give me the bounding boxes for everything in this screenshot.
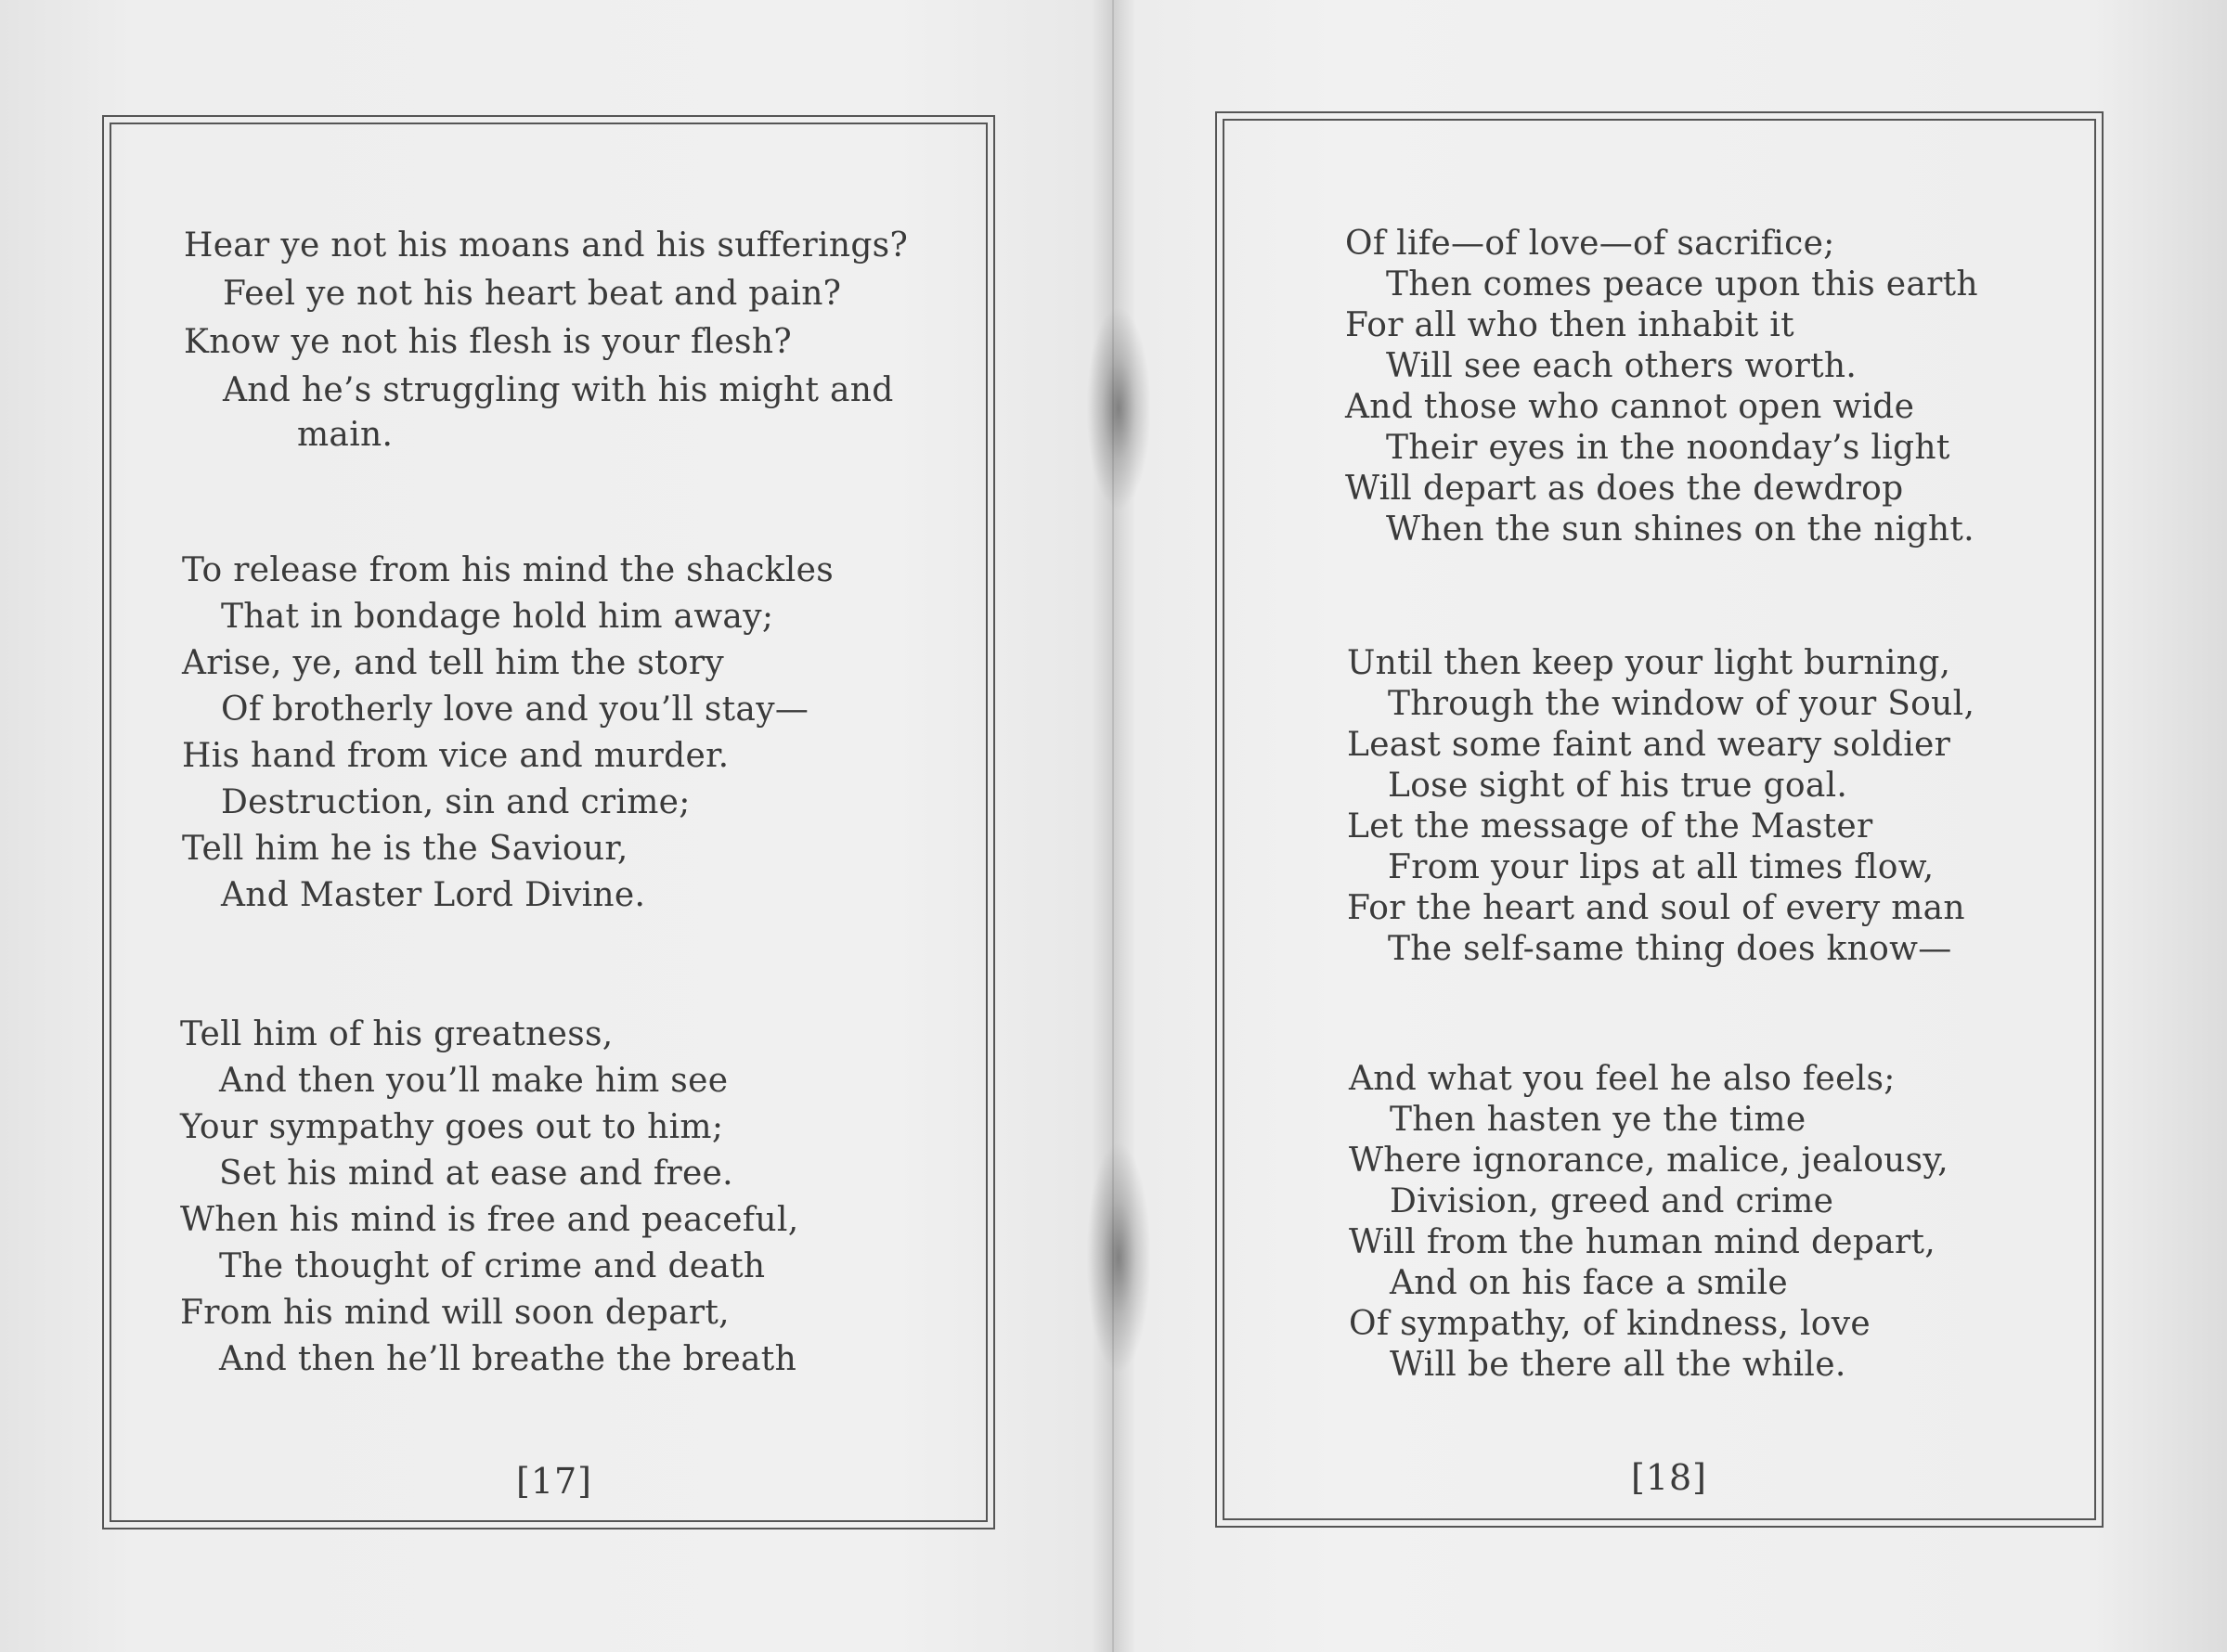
verse-line: Division, greed and crime [1390,1182,1834,1220]
verse-line: From his mind will soon depart, [180,1294,730,1332]
page-number: [17] [516,1461,593,1502]
verse-line: Will from the human mind depart, [1349,1223,1936,1261]
verse-line: And then you’ll make him see [219,1062,729,1100]
verse-line: Feel ye not his heart beat and pain? [223,275,842,313]
verse-line: Your sympathy goes out to him; [180,1108,724,1146]
verse-line: For the heart and soul of every man [1347,889,1965,927]
verse-line: Tell him he is the Saviour, [182,830,628,868]
gutter-shadow-top [1086,306,1151,510]
verse-line: Where ignorance, malice, jealousy, [1349,1142,1949,1180]
gutter-shadow-bottom [1086,1142,1151,1374]
verse-line: Set his mind at ease and free. [219,1155,733,1193]
verse-line: Lose sight of his true goal. [1388,767,1848,805]
verse-line: And on his face a smile [1390,1264,1789,1302]
verse-line: Tell him of his greatness, [180,1015,614,1053]
verse-line: The thought of crime and death [219,1247,766,1285]
verse-line: Will depart as does the dewdrop [1345,470,1904,508]
verse-line: When the sun shines on the night. [1386,510,1975,549]
verse-line: Arise, ye, and tell him the story [182,644,725,682]
verse-line: main. [297,416,394,454]
verse-line: Let the message of the Master [1347,807,1873,845]
page-number: [18] [1631,1457,1708,1498]
verse-line: Will see each others worth. [1386,347,1858,385]
verse-line: Least some faint and weary soldier [1347,726,1951,764]
verse-line: And he’s struggling with his might and [223,371,894,409]
left-page-inner-frame [110,123,988,1522]
verse-line: Then comes peace upon this earth [1386,265,1978,303]
verse-line: And what you feel he also feels; [1349,1060,1896,1098]
verse-line: When his mind is free and peaceful, [180,1201,799,1239]
verse-line: To release from his mind the shackles [182,551,834,589]
verse-line: His hand from vice and murder. [182,737,730,775]
verse-line: Then hasten ye the time [1390,1101,1806,1139]
right-page-inner-frame [1223,119,2096,1520]
verse-line: And those who cannot open wide [1345,388,1915,426]
verse-line: Until then keep your light burning, [1347,644,1951,682]
verse-line: Of life—of love—of sacrifice; [1345,225,1835,263]
right-page-frame [1215,111,2104,1528]
verse-line: Of brotherly love and you’ll stay— [221,690,809,729]
left-page-frame [102,115,995,1529]
verse-line: And then he’ll breathe the breath [219,1340,797,1378]
verse-line: Will be there all the while. [1390,1346,1846,1384]
gutter-fold [1112,0,1114,1652]
verse-line: The self-same thing does know— [1388,930,1952,968]
verse-line: Know ye not his flesh is your flesh? [184,323,792,361]
verse-line: From your lips at all times flow, [1388,848,1935,886]
verse-line: Of sympathy, of kindness, love [1349,1305,1871,1343]
verse-line: That in bondage hold him away; [221,598,774,636]
verse-line: Through the window of your Soul, [1388,685,1975,723]
verse-line: And Master Lord Divine. [221,876,646,914]
verse-line: Their eyes in the noonday’s light [1386,429,1950,467]
verse-line: Hear ye not his moans and his sufferings? [184,226,909,265]
verse-line: For all who then inhabit it [1345,306,1794,344]
verse-line: Destruction, sin and crime; [221,783,691,821]
